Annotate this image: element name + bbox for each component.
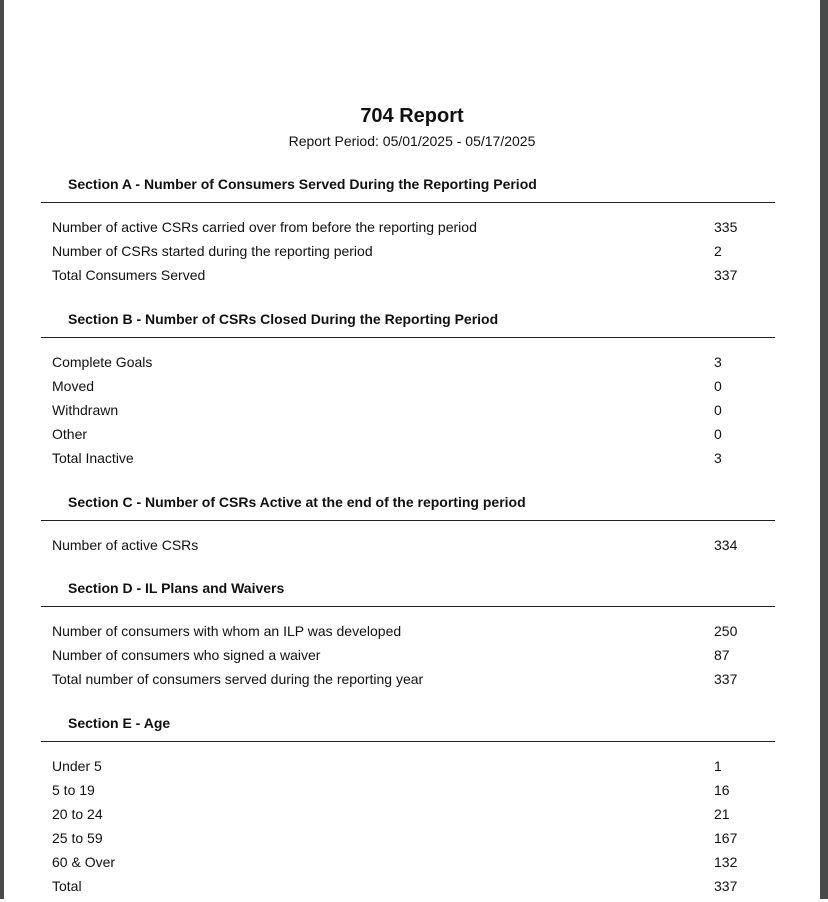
- table-row: [41, 758, 775, 782]
- table-row: [41, 267, 775, 291]
- row-label: Under 5: [52, 758, 102, 774]
- row-value: 0: [714, 426, 722, 442]
- row-label: 25 to 59: [52, 830, 103, 846]
- table-row: [41, 830, 775, 854]
- row-value: 0: [714, 378, 722, 394]
- table-row: [41, 806, 775, 830]
- row-value: 132: [714, 854, 738, 870]
- section-header: [41, 494, 775, 521]
- section-header: [41, 580, 775, 607]
- section-c: [41, 494, 775, 561]
- row-value: 167: [714, 830, 738, 846]
- table-row: [41, 450, 775, 474]
- row-label: Number of CSRs started during the reporting period: [52, 243, 373, 259]
- row-label: Total Consumers Served: [52, 267, 206, 283]
- row-label: Other: [52, 426, 88, 442]
- report-page: [4, 0, 820, 899]
- table-row: [41, 647, 775, 671]
- table-row: [41, 537, 775, 561]
- row-label: Number of active CSRs: [52, 537, 199, 553]
- section-a: [41, 176, 775, 291]
- row-label: Number of active CSRs carried over from before the reporting period: [52, 219, 477, 235]
- section-title: Section A - Number of Consumers Served During the Reporting Period: [68, 176, 537, 192]
- row-value: 334: [714, 537, 738, 553]
- row-value: 2: [714, 243, 722, 259]
- row-value: 21: [714, 806, 730, 822]
- table-row: [41, 402, 775, 426]
- row-label: Complete Goals: [52, 354, 153, 370]
- row-label: Moved: [52, 378, 95, 394]
- row-label: Number of consumers who signed a waiver: [52, 647, 321, 663]
- row-value: 0: [714, 402, 722, 418]
- section-title: Section B - Number of CSRs Closed During the Reporting Period: [68, 311, 499, 327]
- row-value: 3: [714, 354, 722, 370]
- section-d: [41, 580, 775, 695]
- section-header: [41, 311, 775, 338]
- row-value: 250: [714, 623, 738, 639]
- table-row: [41, 854, 775, 878]
- row-value: 3: [714, 450, 722, 466]
- row-label: 60 & Over: [52, 854, 116, 870]
- table-row: [41, 671, 775, 695]
- report-title: 704 Report: [360, 105, 464, 127]
- table-row: [41, 623, 775, 647]
- report-period: Report Period: 05/01/2025 - 05/17/2025: [288, 133, 536, 149]
- row-label: Withdrawn: [52, 402, 119, 418]
- table-row: [41, 243, 775, 267]
- section-e: [41, 715, 775, 902]
- row-label: Total: [52, 878, 82, 894]
- table-row: [41, 378, 775, 402]
- row-value: 337: [714, 671, 738, 687]
- row-label: 5 to 19: [52, 782, 95, 798]
- section-header: [41, 176, 775, 203]
- table-row: [41, 782, 775, 806]
- row-label: Number of consumers with whom an ILP was developed: [52, 623, 402, 639]
- section-title: Section D - IL Plans and Waivers: [68, 580, 285, 596]
- table-row: [41, 219, 775, 243]
- row-label: 20 to 24: [52, 806, 103, 822]
- row-value: 87: [714, 647, 730, 663]
- row-value: 335: [714, 219, 738, 235]
- viewer-scrollbar[interactable]: [820, 0, 828, 899]
- table-row: [41, 878, 775, 902]
- section-title: Section C - Number of CSRs Active at the end of the reporting period: [68, 494, 526, 510]
- section-header: [41, 715, 775, 742]
- section-b: [41, 311, 775, 474]
- row-value: 337: [714, 878, 738, 894]
- row-value: 337: [714, 267, 738, 283]
- row-label: Total number of consumers served during the reporting year: [52, 671, 424, 687]
- row-label: Total Inactive: [52, 450, 134, 466]
- row-value: 16: [714, 782, 730, 798]
- row-value: 1: [714, 758, 722, 774]
- table-row: [41, 354, 775, 378]
- section-title: Section E - Age: [68, 715, 171, 731]
- table-row: [41, 426, 775, 450]
